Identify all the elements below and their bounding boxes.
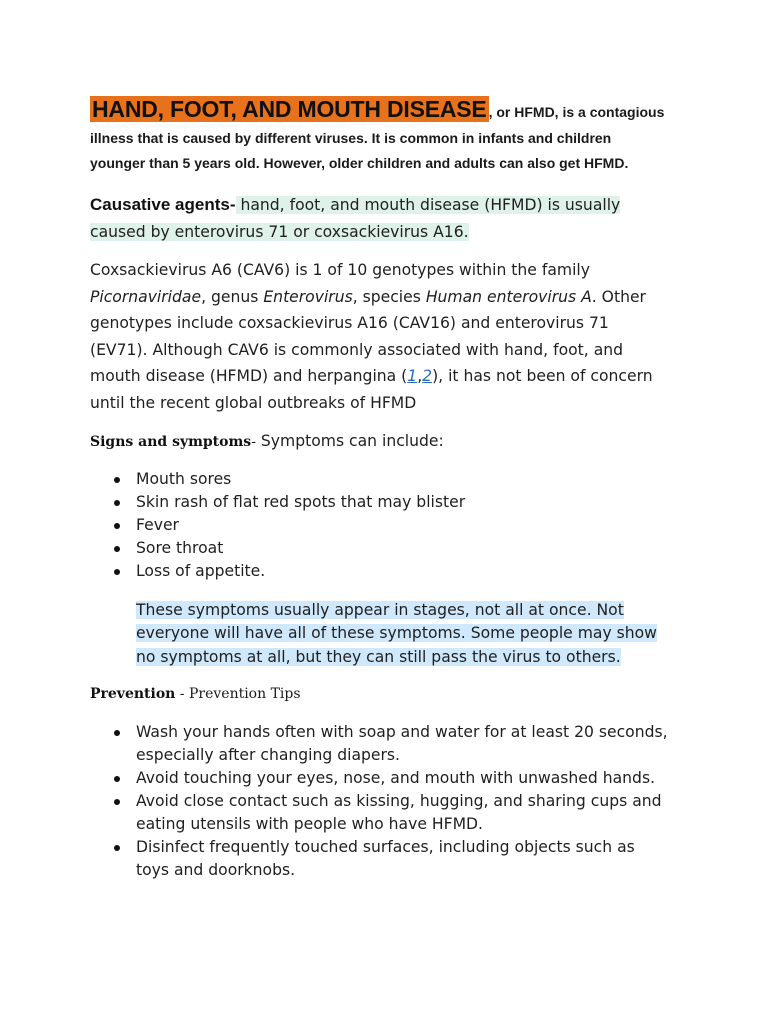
stages-text: These symptoms usually appear in stages, not all at once. Not everyone will have all of these symptoms. Some people may show no symptoms at all, but they can still pass the virus to others. — [136, 600, 657, 666]
reference-link-2[interactable]: 2 — [422, 367, 433, 385]
signs-text: Symptoms can include: — [255, 432, 444, 450]
cav6-species: Human enterovirus A — [425, 287, 592, 306]
cav6-text-1: Coxsackievirus A6 (CAV6) is 1 of 10 genotypes within the family — [90, 261, 590, 279]
signs-heading — [90, 428, 670, 456]
prevention-heading — [90, 683, 670, 705]
causative-label: Causative agents- — [90, 195, 236, 214]
prevention-text: - Prevention Tips — [175, 686, 301, 702]
list-item: Avoid touching your eyes, nose, and mouth with unwashed hands. — [90, 767, 670, 790]
list-item: Disinfect frequently touched surfaces, including objects such as toys and doorknobs. — [90, 836, 670, 882]
cav6-text-2: , genus — [201, 287, 264, 306]
cav6-text-4: . Other genotypes include coxsackievirus A16 (CAV16) and enterovirus 71 (EV71). Although CAV6 is commonly associated with hand, foot, and mouth disease (HFMD) and herpangina ( — [90, 287, 646, 385]
causative-paragraph — [90, 192, 670, 245]
intro-text: , or HFMD, is a contagious illness that is caused by different viruses. It is common in infants and children younger than 5 years old. However, older children and adults can also get HFMD. — [90, 104, 665, 171]
prevention-list — [90, 721, 670, 882]
stages-paragraph — [136, 599, 670, 670]
signs-dash: - — [251, 434, 256, 450]
symptoms-list — [90, 468, 670, 583]
cav6-family: Picornaviridae — [90, 287, 202, 306]
list-item: Loss of appetite. — [90, 560, 670, 583]
list-item: Fever — [90, 514, 670, 537]
cav6-text-5: ), it has not been of concern until the recent global outbreaks of HFMD — [90, 367, 653, 412]
list-item: Mouth sores — [90, 468, 670, 491]
causative-text: hand, foot, and mouth disease (HFMD) is usually caused by enterovirus 71 or coxsackievirus A16. — [90, 196, 621, 241]
list-item: Sore throat — [90, 537, 670, 560]
intro-paragraph — [90, 92, 670, 176]
list-item: Skin rash of flat red spots that may blister — [90, 491, 670, 514]
signs-label: Signs and symptoms — [90, 434, 252, 450]
reference-comma: , — [417, 367, 423, 385]
list-item: Avoid close contact such as kissing, hugging, and sharing cups and eating utensils with people who have HFMD. — [90, 790, 670, 836]
cav6-genus: Enterovirus — [263, 287, 353, 306]
list-item: Wash your hands often with soap and water for at least 20 seconds, especially after changing diapers. — [90, 721, 670, 767]
cav6-paragraph — [90, 257, 670, 416]
prevention-label: Prevention — [90, 686, 176, 702]
page-title: HAND, FOOT, AND MOUTH DISEASE — [92, 96, 487, 122]
reference-link-1[interactable]: 1 — [407, 367, 418, 385]
cav6-text-3: , species — [352, 287, 426, 306]
